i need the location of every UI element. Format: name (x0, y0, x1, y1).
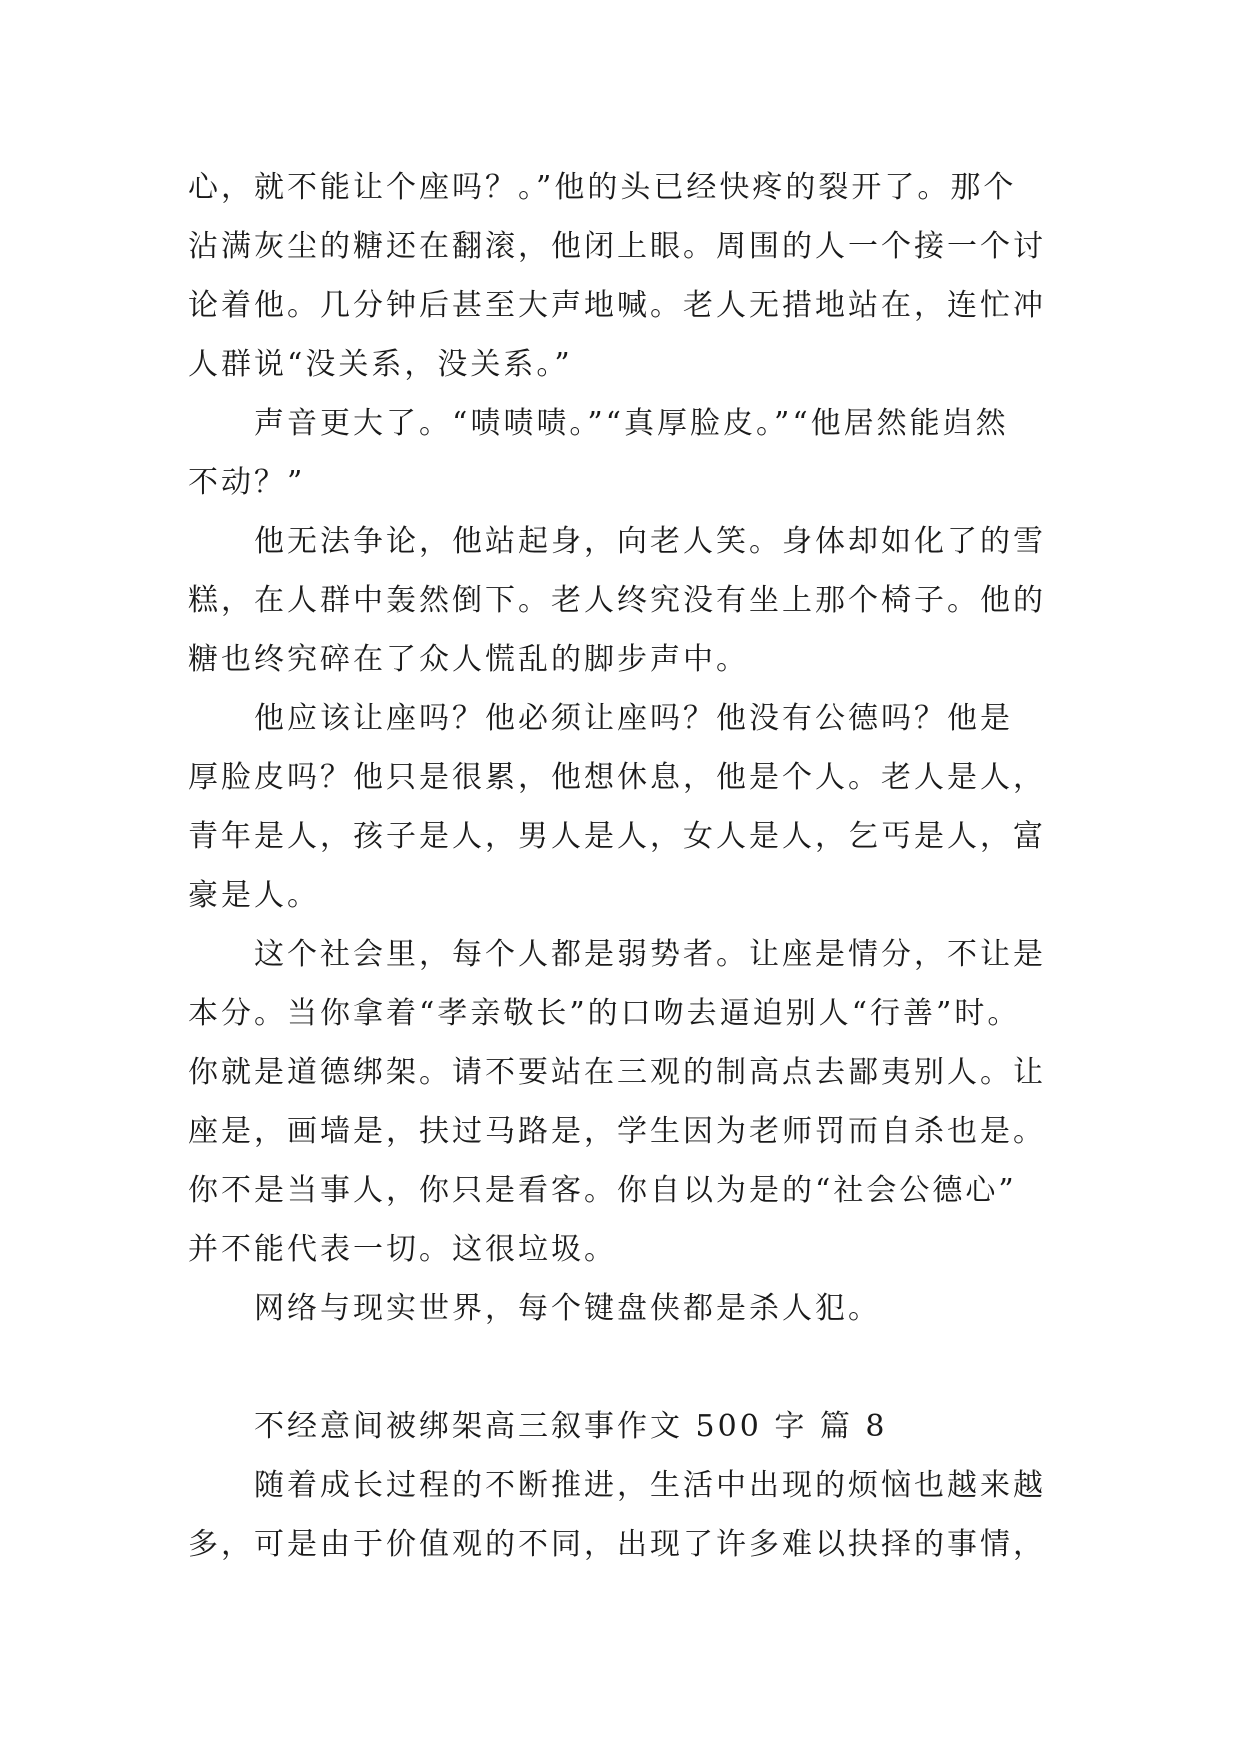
text-line: 心，就不能让个座吗？。”他的头已经快疼的裂开了。那个 (188, 170, 1017, 205)
text-line: 人群说“没关系，没关系。” (188, 347, 573, 382)
text-line: 他应该让座吗？他必须让座吗？他没有公德吗？他是 (254, 701, 1013, 736)
text-line: 随着成长过程的不断推进，生活中出现的烦恼也越来越 (254, 1468, 1046, 1503)
document-body (188, 158, 1053, 1574)
paragraph (188, 512, 1053, 689)
paragraph (188, 689, 1053, 925)
text-line: 论着他。几分钟后甚至大声地喊。老人无措地站在，连忙冲 (188, 288, 1046, 323)
text-line: 沾满灰尘的糖还在翻滚，他闭上眼。周围的人一个接一个讨 (188, 229, 1046, 264)
text-line: 青年是人，孩子是人，男人是人，女人是人，乞丐是人，富 (188, 819, 1046, 854)
text-line: 不动？” (188, 465, 306, 500)
paragraph (188, 394, 1053, 512)
text-line: 糖也终究碎在了众人慌乱的脚步声中。 (188, 642, 749, 677)
paragraph (188, 1279, 1053, 1338)
text-line: 网络与现实世界，每个键盘侠都是杀人犯。 (254, 1291, 881, 1326)
section-spacer (188, 1338, 1053, 1397)
text-line: 本分。当你拿着“孝亲敬长”的口吻去逼迫别人“行善”时。 (188, 996, 1021, 1031)
paragraph (188, 925, 1053, 1279)
section-heading: 不经意间被绑架高三叙事作文 500 字 篇 8 (254, 1409, 888, 1444)
paragraph (188, 1456, 1053, 1574)
text-line: 厚脸皮吗？他只是很累，他想休息，他是个人。老人是人， (188, 760, 1046, 795)
text-line: 这个社会里，每个人都是弱势者。让座是情分，不让是 (254, 937, 1046, 972)
paragraph (188, 158, 1053, 394)
text-line: 座是，画墙是，扶过马路是，学生因为老师罚而自杀也是。 (188, 1114, 1046, 1149)
text-line: 他无法争论，他站起身，向老人笑。身体却如化了的雪 (254, 524, 1046, 559)
text-line: 豪是人。 (188, 878, 320, 913)
text-line: 并不能代表一切。这很垃圾。 (188, 1232, 617, 1267)
text-line: 声音更大了。“啧啧啧。”“真厚脸皮。”“他居然能岿然 (254, 406, 1009, 441)
text-line: 糕，在人群中轰然倒下。老人终究没有坐上那个椅子。他的 (188, 583, 1046, 618)
text-line: 多，可是由于价值观的不同，出现了许多难以抉择的事情， (188, 1527, 1046, 1562)
text-line: 你不是当事人，你只是看客。你自以为是的“社会公德心” (188, 1173, 1017, 1208)
text-line: 你就是道德绑架。请不要站在三观的制高点去鄙夷别人。让 (188, 1055, 1046, 1090)
